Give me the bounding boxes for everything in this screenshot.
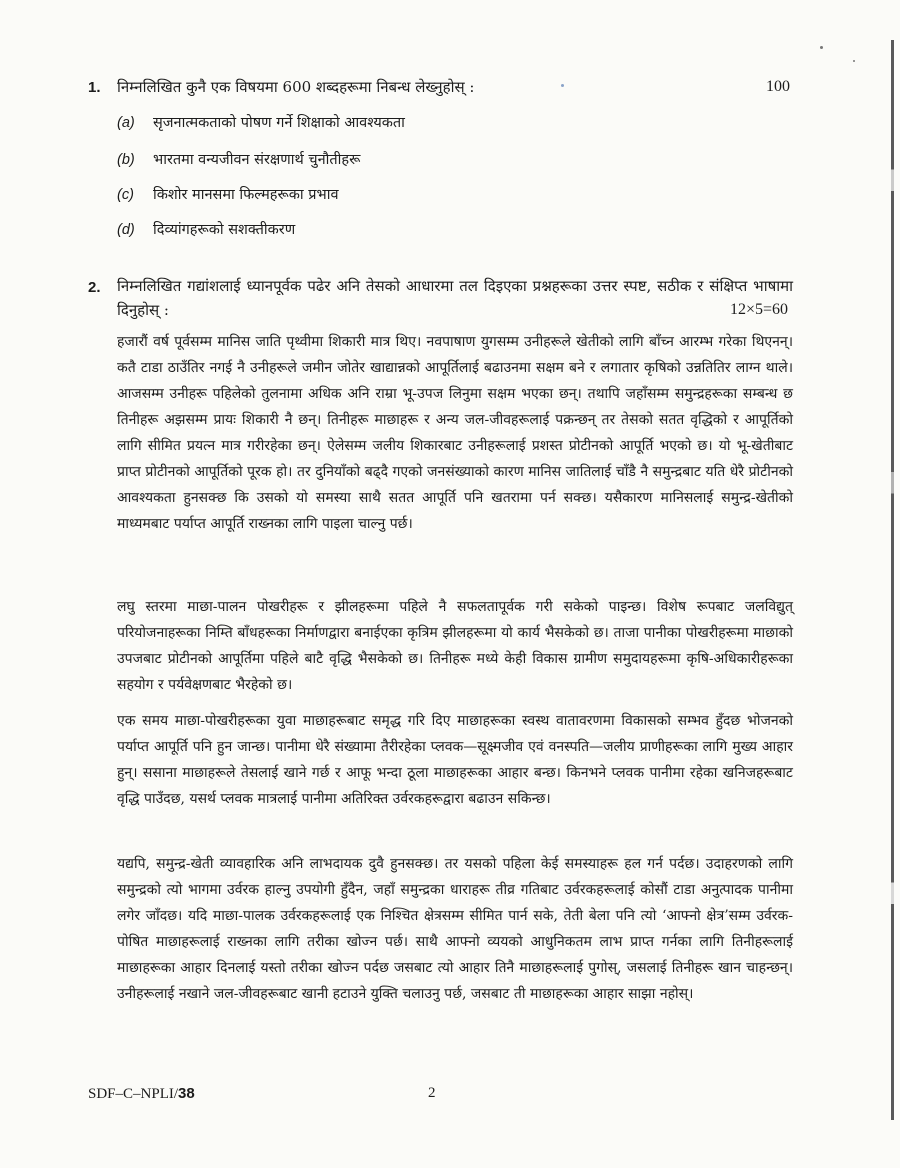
question-1-option-a (117, 112, 405, 134)
passage-paragraph-1: हजारौं वर्ष पूर्वसम्म मानिस जाति पृथ्वीमा शिकारी मात्र थिए। नवपाषाण युगसम्म उनीहरूले खेतीको लागि बाँच्न आरम्भ गरेका थिएनन्। कतै टाडा ठाउँतिर नगई नै उनीहरूले जमीन जोतेर खाद्यान्नको आपूर्तिलाई बढाउनमा सक्षम बने र लगातार कृषिको उन्नतितिर लाग्न थाले। आजसम्म उनीहरू पहिलेको तुलनामा अधिक अनि राम्रा भू-उपज लिनुमा सक्षम भएका छन्। तथापि जहाँसम्म समुन्द्रहरूका सम्बन्ध छ तिनीहरू अझसम्म प्रायः शिकारी नै छन्। तिनीहरू माछाहरू र अन्य जल-जीवहरूलाई पक्रन्छन् तर तेसको सतत वृद्धिको र आपूर्तिको लागि सीमित प्रयत्न मात्र गरीरहेका छन्। ऐलेसम्म जलीय शिकारबाट उनीहरूलाई प्रशस्त प्रोटीनको आपूर्ति भएको छ। यो भू-खेतीबाट प्राप्त प्रोटीनको आपूर्तिको पूरक हो। तर दुनियाँको बढ्दै गएको जनसंख्याको कारण मानिस जातिलाई चाँडै नै समुन्द्रबाट यति धेरै प्रोटीनको आवश्यकता हुनसक्छ कि उसको यो समस्या साथै सतत आपूर्ति पनि खतरामा पर्न सक्छ। यसैकारण मानिसलाई समुन्द्र-खेतीको माध्यमबाट पर्याप्त आपूर्ति राख्नका लागि पाइला चाल्नु पर्छ। (117, 334, 793, 532)
scan-speck (853, 60, 855, 62)
page-number: 2 (428, 1085, 436, 1101)
paper-code-number: 38 (178, 1085, 195, 1102)
question-1-prompt: निम्नलिखित कुनै एक विषयमा 600 शब्दहरूमा निबन्ध लेख्नुहोस् : (117, 78, 475, 96)
question-1-option-b (117, 149, 360, 171)
option-text: सृजनात्मकताको पोषण गर्ने शिक्षाको आवश्यकता (153, 115, 405, 131)
question-2-number: 2. (88, 279, 101, 296)
passage-paragraph-3: एक समय माछा-पोखरीहरूका युवा माछाहरूबाट समृद्ध गरि दिए माछाहरूका स्वस्थ वातावरणमा विकासको सम्भव हुँदछ भोजनको पर्याप्त आपूर्ति पनि हुन जान्छ। पानीमा धेरै संख्यामा तैरीरहेका प्लवक—सूक्ष्मजीव एवं वनस्पति—जलीय प्राणीहरूका लागि मुख्य आहार हुन्। ससाना माछाहरूले तेसलाई खाने गर्छ र आफू भन्दा ठूला माछाहरूका आहार बन्छ। किनभने प्लवक पानीमा रहेका खनिजहरूबाट वृद्धि पाउँदछ, यसर्थ प्लवक मात्रलाई पानीमा अतिरिक्त उर्वरकहरूद्वारा बढाउन सकिन्छ। (117, 713, 793, 807)
option-letter: (a) (117, 115, 135, 131)
paper-code-prefix: SDF–C–NPLI/ (88, 1086, 179, 1102)
question-2-prompt: निम्नलिखित गद्यांशलाई ध्यानपूर्वक पढेर अनि तेसको आधारमा तल दिइएका प्रश्नहरूका उत्तर स्पष्ट, सठीक र संक्षिप्त भाषामा दिनुहोस् : (117, 277, 793, 319)
scan-speck (820, 46, 823, 49)
question-1-number: 1. (88, 79, 101, 96)
passage-paragraph-4: यद्यपि, समुन्द्र-खेती व्यावहारिक अनि लाभदायक दुवै हुनसक्छ। तर यसको पहिला केई समस्याहरू हल गर्न पर्दछ। उदाहरणको लागि समुन्द्रको त्यो भागमा उर्वरक हाल्नु उपयोगी हुँदैन, जहाँ समुन्द्रका धाराहरू तीव्र गतिबाट उर्वरकहरूलाई कोसौं टाडा अनुत्पादक पानीमा लगेर जाँदछ। यदि माछा-पालक उर्वरकहरूलाई एक निश्चित क्षेत्रसम्म सीमित पार्न सके, तेती बेला पनि त्यो ‘आफ्नो क्षेत्र’सम्म उर्वरक-पोषित माछाहरूलाई राख्नका लागि तरीका खोज्न पर्छ। साथै आफ्नो व्ययको आधुनिकतम लाभ प्राप्त गर्नका लागि तिनीहरूलाई माछाहरूका आहार दिनलाई यस्तो तरीका खोज्न पर्दछ जसबाट त्यो आहार तिनै माछाहरूलाई पुगोस्, जसलाई तिनीहरू खान चाहन्छन्। उनीहरूलाई नखाने जल-जीवहरूबाट खानी हटाउने युक्ति चलाउनु पर्छ, जसबाट ती माछाहरूका आहार साझा नहोस्। (117, 856, 793, 1002)
option-letter: (b) (117, 152, 135, 168)
option-text: किशोर मानसमा फिल्महरूका प्रभाव (153, 187, 339, 203)
question-2-marks: 12×5=60 (730, 301, 789, 318)
scan-margin-line (891, 40, 894, 1120)
question-1-option-d (117, 219, 295, 241)
passage-paragraph-2: लघु स्तरमा माछा-पालन पोखरीहरू र झीलहरूमा पहिले नै सफलतापूर्वक गरी सकेको पाइन्छ। विशेष रूपबाट जलविद्युत् परियोजनाहरूका निम्ति बाँधहरूका निर्माणद्वारा बनाईएका कृत्रिम झीलहरूमा यो कार्य भैसकेको छ। ताजा पानीका पोखरीहरूमा माछाको उपजबाट प्रोटीनको आपूर्तिमा पहिले बाटै वृद्धि भैसकेको छ। तिनीहरू मध्ये केही विकास ग्रामीण समुदायहरूमा कृषि-अधिकारीहरूका सहयोग र पर्यवेक्षणबाट भैरहेको छ। (117, 599, 793, 693)
question-1-option-c (117, 184, 339, 206)
option-letter: (d) (117, 222, 135, 238)
option-text: भारतमा वन्यजीवन संरक्षणार्थ चुनौतीहरू (153, 152, 361, 168)
question-1-marks: 100 (766, 78, 790, 95)
option-text: दिव्यांगहरूको सशक्तीकरण (153, 222, 296, 238)
option-letter: (c) (117, 187, 134, 203)
footer-paper-code (88, 1085, 195, 1103)
